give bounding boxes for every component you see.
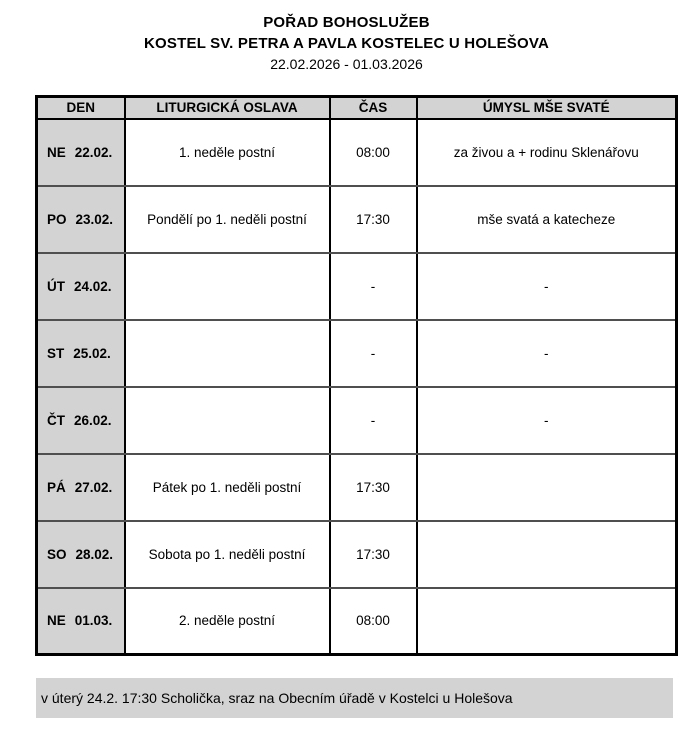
table-row [37,186,677,253]
celebration-cell: Sobota po 1. neděli postní [125,521,330,588]
table-header-row [37,97,677,119]
table-row [37,454,677,521]
day-date: 01.03. [74,613,113,629]
table-row [37,387,677,454]
intention-cell [417,454,677,521]
intention-cell [417,588,677,655]
schedule-table [35,95,678,656]
day-cell [37,320,125,387]
day-abbr: ČT [47,412,65,428]
day-date: 26.02. [74,412,112,428]
footer-note-bar [36,678,673,718]
day-date: 23.02. [75,211,114,227]
day-date: 22.02. [74,144,113,160]
title-block [0,12,693,75]
time-cell: 17:30 [330,521,417,588]
day-abbr: ST [47,345,65,361]
intention-cell: - [417,253,677,320]
day-date: 27.02. [74,479,113,495]
table-row [37,521,677,588]
table-row [37,320,677,387]
celebration-cell: 2. neděle postní [125,588,330,655]
celebration-cell [125,320,330,387]
celebration-cell: Pátek po 1. neděli postní [125,454,330,521]
time-cell: 08:00 [330,119,417,186]
day-abbr: PÁ [47,479,66,495]
time-cell: 08:00 [330,588,417,655]
day-cell [37,454,125,521]
table-row [37,253,677,320]
church-name: KOSTEL SV. PETRA A PAVLA KOSTELEC U HOLEŠOVA [144,35,549,52]
time-cell: - [330,320,417,387]
intention-cell: - [417,387,677,454]
time-cell: 17:30 [330,186,417,253]
celebration-cell: Pondělí po 1. neděli postní [125,186,330,253]
intention-cell: za živou a + rodinu Sklenářovu [417,119,677,186]
intention-cell: mše svatá a katecheze [417,186,677,253]
celebration-cell [125,253,330,320]
time-cell: - [330,387,417,454]
day-abbr: PO [47,211,67,227]
intention-cell: - [417,320,677,387]
table-row [37,119,677,186]
time-cell: - [330,253,417,320]
day-date: 24.02. [74,278,112,294]
day-cell [37,588,125,655]
celebration-cell [125,387,330,454]
page-title: POŘAD BOHOSLUŽEB [263,14,430,31]
day-cell [37,253,125,320]
day-date: 28.02. [75,546,114,562]
date-range: 22.02.2026 - 01.03.2026 [270,56,423,72]
day-cell [37,119,125,186]
table-row [37,588,677,655]
column-header-day: DEN [37,97,125,119]
column-header-celebration: LITURGICKÁ OSLAVA [125,97,330,119]
day-cell [37,521,125,588]
day-abbr: SO [47,546,67,562]
day-abbr: NE [47,144,66,160]
time-cell: 17:30 [330,454,417,521]
footer-note: v úterý 24.2. 17:30 Scholička, sraz na Obecním úřadě v Kostelci u Holešova [41,690,513,706]
day-abbr: ÚT [47,278,65,294]
day-cell [37,387,125,454]
celebration-cell: 1. neděle postní [125,119,330,186]
column-header-intention: ÚMYSL MŠE SVATÉ [417,97,677,119]
day-cell [37,186,125,253]
intention-cell [417,521,677,588]
day-abbr: NE [47,613,66,629]
day-date: 25.02. [73,345,111,361]
column-header-time: ČAS [330,97,417,119]
